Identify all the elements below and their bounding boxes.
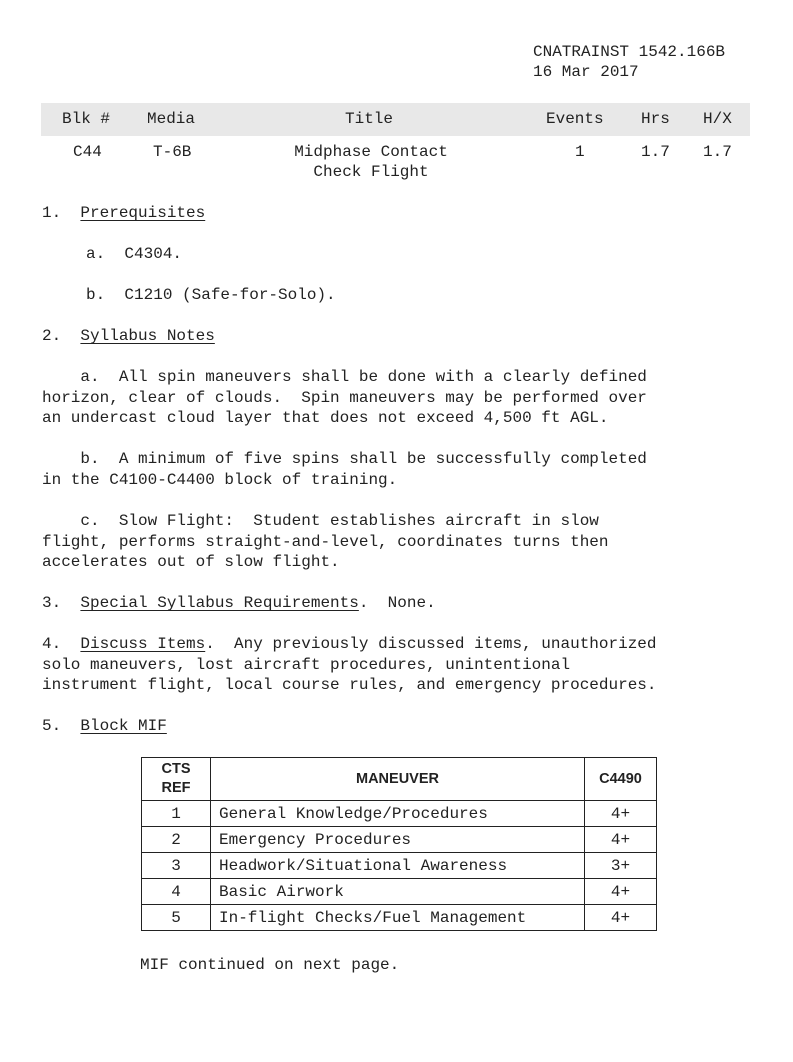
cts-header-line2: REF <box>161 780 191 796</box>
note-b-line1: b. A minimum of five spins shall be successfully completed <box>42 450 647 468</box>
header-hx: H/X <box>703 110 732 128</box>
note-b <box>42 449 762 490</box>
row-blk: C44 <box>73 143 102 161</box>
mif-value-cell: 4+ <box>585 801 657 827</box>
section-number: 2. <box>42 327 62 345</box>
row-title-line2: Check Flight <box>313 163 429 181</box>
header-hrs: Hrs <box>641 110 670 128</box>
mif-row <box>142 827 657 853</box>
section-1-heading: Prerequisites <box>80 204 206 222</box>
mif-maneuver-cell: Headwork/Situational Awareness <box>211 853 585 879</box>
header-events: Events <box>546 110 604 128</box>
header-media: Media <box>147 110 196 128</box>
mif-ref-cell: 2 <box>142 827 211 853</box>
note-c <box>42 511 762 573</box>
section-number: 5. <box>42 717 62 735</box>
section-5-heading: Block MIF <box>80 717 167 735</box>
instruction-number: CNATRAINST 1542.166B <box>533 43 726 61</box>
cts-header-line1: CTS <box>161 761 191 777</box>
mif-header-maneuver: MANEUVER <box>211 758 585 801</box>
mif-ref-cell: 1 <box>142 801 211 827</box>
row-title-line1: Midphase Contact <box>294 143 448 161</box>
section-4-line1 <box>42 634 762 655</box>
mif-maneuver-cell: In-flight Checks/Fuel Management <box>211 905 585 931</box>
mif-table <box>141 757 657 931</box>
section-4-heading: Discuss Items <box>80 635 206 653</box>
mif-maneuver-cell: Emergency Procedures <box>211 827 585 853</box>
prereq-a: a. C4304. <box>86 245 183 263</box>
row-events: 1 <box>575 143 585 161</box>
mif-header-event: C4490 <box>585 758 657 801</box>
mif-ref-cell: 4 <box>142 879 211 905</box>
mif-row <box>142 801 657 827</box>
mif-ref-cell: 3 <box>142 853 211 879</box>
section-number: 4. <box>42 635 62 653</box>
section-4 <box>42 634 762 696</box>
header-blk: Blk # <box>62 110 111 128</box>
section-number: 1. <box>42 204 62 222</box>
note-a-line3: an undercast cloud layer that does not exceed 4,500 ft AGL. <box>42 409 609 427</box>
mif-row <box>142 879 657 905</box>
mif-value-cell: 4+ <box>585 827 657 853</box>
block-table-row <box>41 103 750 181</box>
note-b-line2: in the C4100-C4400 block of training. <box>42 470 398 489</box>
document-header <box>533 42 725 82</box>
row-hx: 1.7 <box>703 143 732 161</box>
prereq-b: b. C1210 (Safe-for-Solo). <box>86 286 336 304</box>
row-hrs: 1.7 <box>641 143 670 161</box>
section-4-line2: solo maneuvers, lost aircraft procedures, unintentional <box>42 655 571 674</box>
mif-ref-cell: 5 <box>142 905 211 931</box>
mif-maneuver-cell: Basic Airwork <box>211 879 585 905</box>
mif-header-cts <box>142 758 211 801</box>
section-2-heading-line <box>42 326 215 347</box>
mif-value-cell: 4+ <box>585 905 657 931</box>
instruction-date: 16 Mar 2017 <box>533 63 639 81</box>
section-5-heading-line <box>42 716 167 737</box>
section-number: 3. <box>42 594 62 612</box>
section-3-heading: Special Syllabus Requirements <box>80 594 359 612</box>
mif-value-cell: 4+ <box>585 879 657 905</box>
section-2-heading: Syllabus Notes <box>80 327 215 345</box>
section-1-heading-line <box>42 203 205 224</box>
note-c-line3: accelerates out of slow flight. <box>42 553 340 571</box>
mif-continued-note: MIF continued on next page. <box>140 956 400 974</box>
mif-value-cell: 3+ <box>585 853 657 879</box>
note-a-line1: a. All spin maneuvers shall be done with a clearly defined <box>42 368 647 386</box>
mif-row <box>142 853 657 879</box>
note-a <box>42 367 762 429</box>
row-media: T-6B <box>153 143 192 161</box>
section-4-text1: . Any previously discussed items, unauthorized <box>205 635 657 653</box>
section-4-line3: instrument flight, local course rules, and emergency procedures. <box>42 676 657 694</box>
note-c-line2: flight, performs straight-and-level, coordinates turns then <box>42 532 609 551</box>
mif-header-row <box>142 758 657 801</box>
mif-row <box>142 905 657 931</box>
section-3-line <box>42 593 436 614</box>
header-title: Title <box>345 110 394 128</box>
note-a-line2: horizon, clear of clouds. Spin maneuvers may be performed over <box>42 388 647 407</box>
section-3-text: . None. <box>358 594 436 612</box>
note-c-line1: c. Slow Flight: Student establishes aircraft in slow <box>42 512 599 530</box>
block-table <box>41 103 750 181</box>
mif-maneuver-cell: General Knowledge/Procedures <box>211 801 585 827</box>
